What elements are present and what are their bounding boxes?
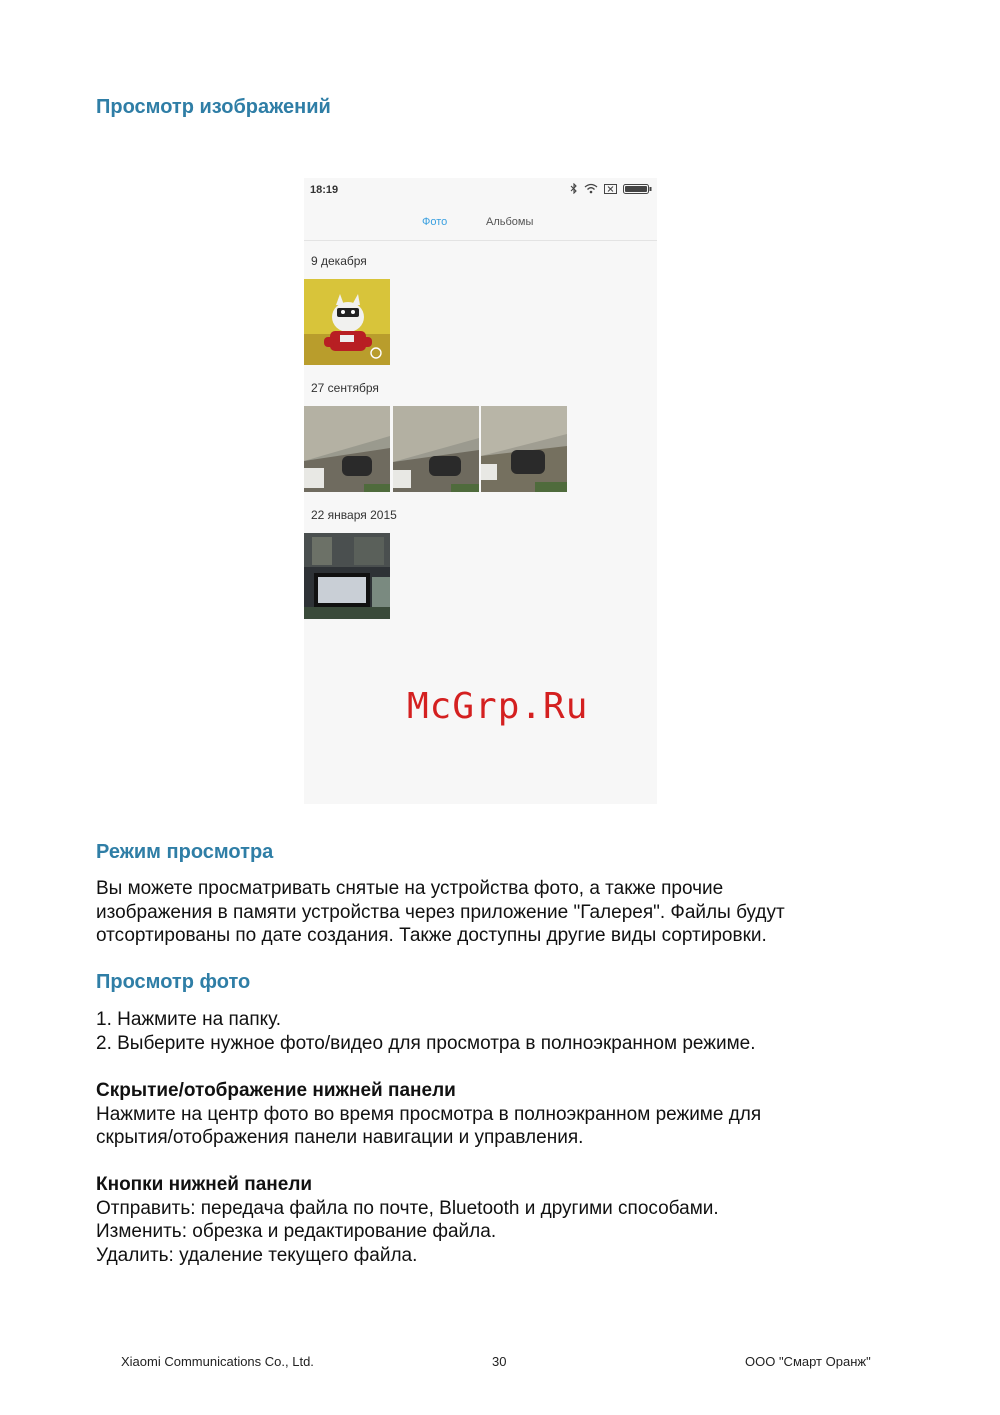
photo-thumbnail[interactable] (481, 406, 567, 492)
tab-photos[interactable]: Фото (422, 216, 448, 228)
gallery-tabs (304, 202, 657, 240)
page-title: Просмотр изображений (96, 96, 331, 118)
section-heading: Просмотр фото (96, 971, 251, 993)
step-list (96, 1008, 755, 1055)
subheading: Кнопки нижней панели (96, 1174, 313, 1195)
photo-thumbnail[interactable] (393, 406, 479, 492)
paragraph: Скрытие/отображение нижней панели Нажмите на центр фото во время просмотра в полноэкранном режиме для скрытия/отображения панели навигации и управления. (96, 1080, 762, 1148)
wifi-icon (584, 183, 598, 194)
list-item: 1. Нажмите на папку. (96, 1009, 282, 1030)
battery-icon (623, 184, 652, 194)
date-header: 22 января 2015 (311, 508, 397, 522)
date-header: 27 сентября (311, 381, 379, 395)
date-header: 9 декабря (311, 254, 367, 268)
bluetooth-icon (570, 183, 578, 194)
status-time: 18:19 (310, 184, 339, 196)
footer-company: Xiaomi Communications Co., Ltd. (121, 1354, 314, 1369)
photo-thumbnail[interactable] (304, 533, 390, 619)
no-sim-icon (604, 184, 617, 194)
status-bar (304, 178, 657, 202)
footer-distributor: ООО "Смарт Оранж" (745, 1354, 871, 1369)
photo-thumbnail[interactable] (304, 406, 390, 492)
tab-divider (304, 240, 657, 241)
subheading: Скрытие/отображение нижней панели (96, 1080, 456, 1101)
paragraph: Кнопки нижней панели Отправить: передача файла по почте, Bluetooth и другими способами. Изменить: обрезка и редактирование файла. Удалить: удаление текущего файла. (96, 1174, 719, 1266)
photo-thumbnail[interactable] (304, 279, 390, 365)
tab-albums[interactable]: Альбомы (486, 216, 534, 228)
page-number: 30 (492, 1354, 507, 1369)
watermark: McGrp.Ru (407, 686, 589, 727)
paragraph: Вы можете просматривать снятые на устройства фото, а также прочие изображения в памяти устройства через приложение "Галерея". Файлы будут отсортированы по дате создания. Также доступны другие виды сортировки. (96, 878, 785, 946)
section-heading: Режим просмотра (96, 841, 274, 863)
list-item: 2. Выберите нужное фото/видео для просмотра в полноэкранном режиме. (96, 1032, 756, 1054)
